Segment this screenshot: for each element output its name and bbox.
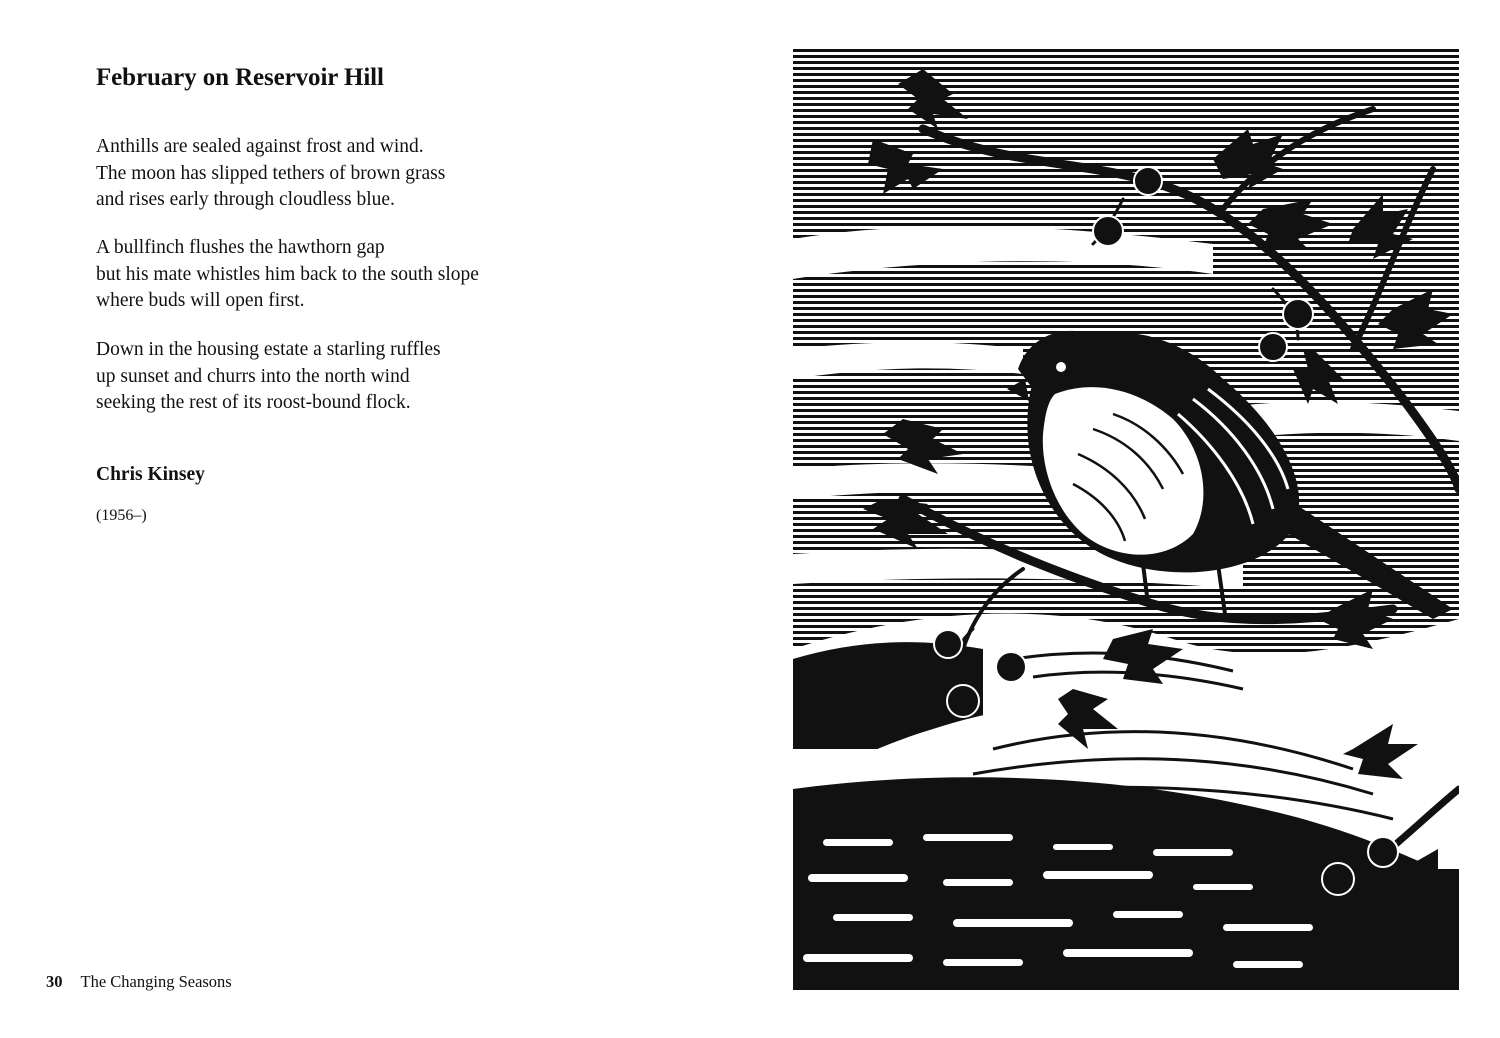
page-number: 30 (46, 972, 63, 991)
poem-title: February on Reservoir Hill (96, 64, 384, 91)
poem-line: Anthills are sealed against frost and wind. (96, 136, 424, 157)
poem-line: and rises early through cloudless blue. (96, 189, 395, 210)
poem-line: seeking the rest of its roost-bound flock. (96, 392, 411, 413)
stanza-1 (96, 134, 445, 214)
poem-line: up sunset and churrs into the north wind (96, 365, 410, 387)
poem-line: but his mate whistles him back to the south slope (96, 263, 479, 285)
poem-line: The moon has slipped tethers of brown grass (96, 162, 446, 184)
running-title: The Changing Seasons (80, 972, 232, 991)
poem-line: where buds will open first. (96, 290, 305, 311)
bullfinch-eye (1056, 362, 1066, 372)
poem-line: A bullfinch flushes the hawthorn gap (96, 237, 385, 258)
bullfinch-illustration (793, 49, 1459, 990)
page-footer (46, 972, 232, 992)
author-dates: (1956–) (96, 507, 147, 524)
author-name: Chris Kinsey (96, 464, 205, 485)
stanza-3 (96, 337, 441, 417)
poem-line: Down in the housing estate a starling ruffles (96, 339, 441, 360)
stanza-2 (96, 235, 479, 315)
linocut-artwork (793, 49, 1459, 990)
